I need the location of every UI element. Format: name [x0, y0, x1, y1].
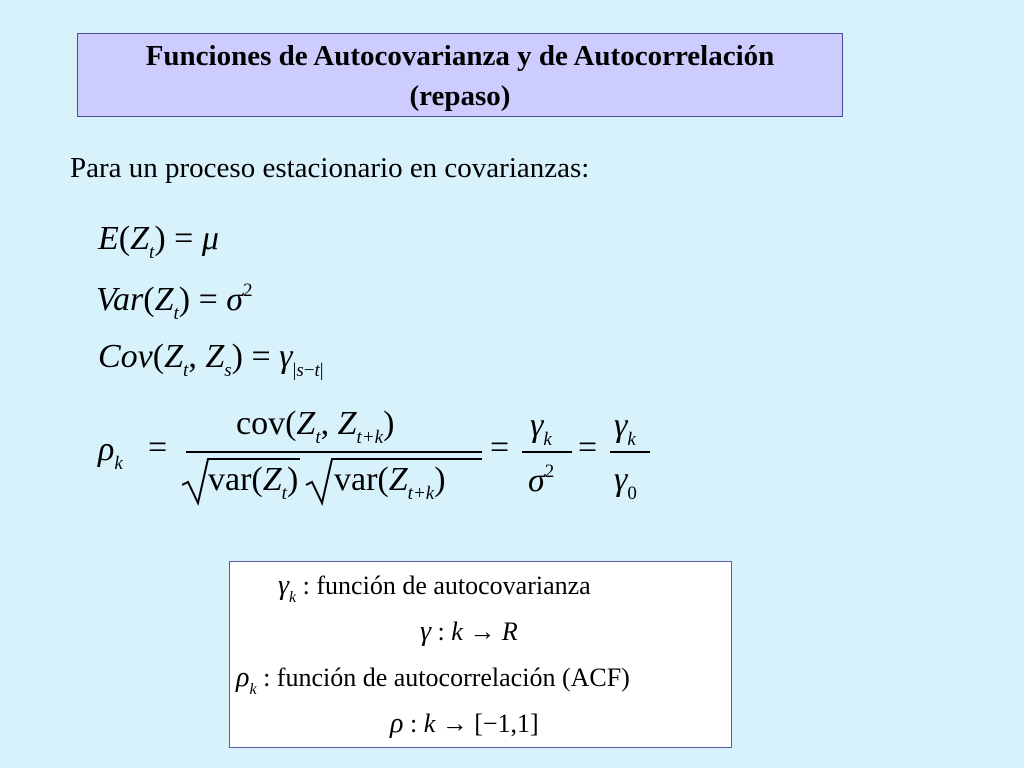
- slide-title-line1: Funciones de Autocovarianza y de Autocorrelación: [145, 40, 775, 72]
- rho-map-target: [−1,1]: [474, 709, 539, 738]
- equation-covariance: $Cov(Z_t$, $Z_s) = \gamma_{|s-t|}$: [98, 338, 324, 381]
- equation-autocorrelation: $\rho_k$ = $cov(Z_t$, $Z_{t+k}$) $var(Z_t)$ $var(Z_{t+k})$ = $\gamma_k$ $\sigma^2$ = $\gamma_k$ $\gamma_0$: [98, 403, 658, 513]
- intro-text: Para un proceso estacionario en covarianzas:: [70, 152, 590, 184]
- gamma-map-target: R: [501, 617, 518, 646]
- definition-rho-map: ρ : k → [−1,1]: [390, 708, 539, 739]
- definition-gamma-k: $\gamma_k$ : función de autocovarianza: [278, 570, 591, 606]
- slide-title-box: [77, 33, 843, 117]
- equation-variance: $Var(Z_t) = \sigma^2$: [96, 280, 253, 324]
- definition-gamma-map: γ : k → R: [420, 616, 518, 647]
- rho-k-label: función de autocorrelación (ACF): [276, 663, 630, 692]
- equation-mean: $E(Z_t) = \mu$: [98, 220, 219, 263]
- slide-title-line2: (repaso): [409, 80, 511, 112]
- definition-rho-k: $\rho_k$ : función de autocorrelación (ACF): [236, 662, 630, 698]
- gamma-k-label: función de autocovarianza: [316, 571, 591, 600]
- definitions-box: [229, 561, 732, 748]
